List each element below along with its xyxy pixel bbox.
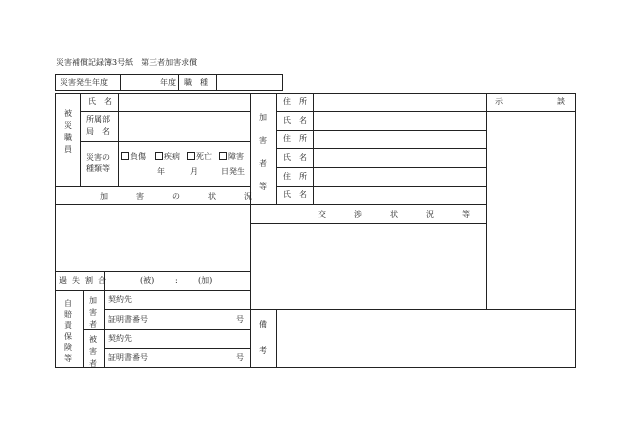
option-death-text: 死亡 [196, 152, 212, 161]
rank-field[interactable] [217, 75, 282, 90]
negotiation-field[interactable] [251, 224, 485, 308]
offender-address-1-field[interactable] [314, 94, 485, 110]
divider [80, 141, 250, 142]
offender-name-1-field[interactable] [314, 112, 485, 129]
option-death[interactable] [187, 152, 212, 162]
option-injury[interactable] [121, 152, 146, 162]
offender-cert-suffix: 号 [236, 315, 244, 324]
insurance-victim-label: 被害者 [89, 335, 97, 368]
victim-name-field[interactable] [119, 94, 249, 110]
divider [104, 348, 250, 349]
year-label: 災害発生年度 [60, 78, 108, 87]
checkbox-icon[interactable] [155, 152, 163, 160]
offender-address-3-label: 住 所 [283, 172, 307, 181]
offender-name-3-field[interactable] [314, 187, 485, 203]
insurance-offender-label: 加害者 [89, 296, 97, 329]
offender-name-2-label: 氏 名 [283, 153, 307, 162]
divider [83, 329, 250, 330]
divider [55, 271, 250, 272]
offender-address-3-field[interactable] [314, 168, 485, 185]
checkbox-icon[interactable] [219, 152, 227, 160]
fault-label: 過失割合 [59, 276, 111, 285]
form-title: 災害補償記録簿3号紙 第三者加害求償 [56, 58, 198, 67]
remarks-label-a: 備 [259, 320, 267, 329]
victim-dept-label-2: 局 名 [86, 127, 110, 136]
year-field[interactable] [121, 75, 159, 90]
instruction-label-a: 示 [495, 97, 503, 106]
option-illness-text: 疾病 [164, 152, 180, 161]
divider [55, 186, 250, 187]
offender-name-3-label: 氏 名 [283, 190, 307, 199]
rank-label: 職 種 [184, 78, 208, 87]
divider [55, 290, 250, 291]
date-month: 月 [190, 167, 198, 176]
year-suffix: 年度 [160, 78, 176, 87]
victim-dept-label-1: 所属部 [86, 115, 110, 124]
option-injury-text: 負傷 [130, 152, 146, 161]
offender-address-2-label: 住 所 [283, 134, 307, 143]
option-disability[interactable] [219, 152, 244, 162]
instruction-field[interactable] [487, 112, 575, 308]
victim-name-label: 氏 名 [88, 97, 112, 106]
fault-victim-share: (被) [140, 276, 155, 285]
victim-contract-label: 契約先 [108, 334, 132, 343]
offender-address-1-label: 住 所 [283, 97, 307, 106]
offender-cert-label: 証明書番号 [108, 315, 148, 324]
date-day: 日発生 [221, 167, 245, 176]
checkbox-icon[interactable] [121, 152, 129, 160]
situation-field[interactable] [56, 205, 249, 270]
divider [80, 93, 81, 186]
victim-label: 被災職員 [64, 109, 72, 154]
offender-contract-label: 契約先 [108, 295, 132, 304]
offender-label: 加害者等 [259, 113, 267, 191]
remarks-field[interactable] [277, 310, 575, 367]
remarks-label-b: 考 [259, 346, 267, 355]
offender-name-2-field[interactable] [314, 149, 485, 166]
victim-type-label-1: 災害の [86, 153, 110, 162]
fault-colon: : [175, 276, 178, 285]
victim-dept-field[interactable] [119, 112, 249, 140]
fault-offender-share: (加) [198, 276, 213, 285]
victim-type-label-2: 種類等 [86, 164, 110, 173]
divider [250, 204, 486, 205]
negotiation-label: 交 渉 状 況 等 [318, 210, 480, 219]
offender-name-1-label: 氏 名 [283, 116, 307, 125]
offender-address-2-field[interactable] [314, 131, 485, 147]
date-year: 年 [157, 167, 165, 176]
divider [178, 74, 179, 91]
instruction-label-b: 談 [557, 97, 565, 106]
insurance-label: 自賠責保険等 [64, 299, 72, 363]
checkbox-icon[interactable] [187, 152, 195, 160]
victim-cert-suffix: 号 [236, 353, 244, 362]
victim-cert-label: 証明書番号 [108, 353, 148, 362]
divider [104, 309, 250, 310]
option-illness[interactable] [155, 152, 180, 162]
option-disability-text: 障害 [228, 152, 244, 161]
situation-label: 加 害 の 状 況 [100, 192, 262, 201]
